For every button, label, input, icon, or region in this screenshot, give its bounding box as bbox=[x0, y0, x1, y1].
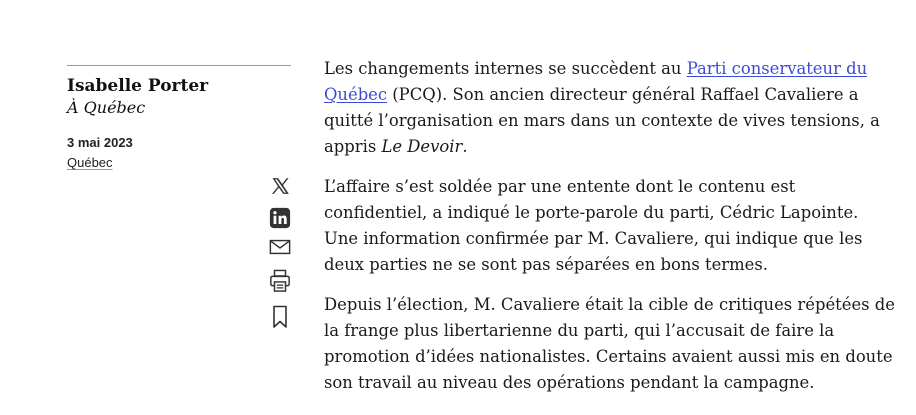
publication-date: 3 mai 2023 bbox=[67, 135, 133, 150]
linkedin-icon bbox=[269, 207, 291, 229]
print-button[interactable] bbox=[266, 269, 294, 293]
party-link[interactable]: Parti conservateur du Québec bbox=[324, 59, 868, 104]
source-name: Le Devoir bbox=[381, 137, 463, 156]
article-byline bbox=[67, 65, 291, 172]
section-link[interactable]: Québec bbox=[67, 155, 113, 170]
share-linkedin-button[interactable] bbox=[266, 207, 294, 231]
bookmark-button[interactable] bbox=[266, 305, 294, 329]
article-body bbox=[324, 56, 896, 410]
email-icon bbox=[269, 238, 291, 256]
share-email-button[interactable] bbox=[266, 238, 294, 262]
share-x-button[interactable] bbox=[266, 176, 294, 200]
author-location: À Québec bbox=[67, 98, 146, 117]
x-icon bbox=[270, 176, 290, 196]
print-icon bbox=[269, 269, 291, 293]
article-paragraph-3: Depuis l’élection, M. Cavaliere était la cible de critiques répétées de la frange plus libertarienne du parti, qui l’accusait de faire la promotion d’idées nationalistes. Certains avaient aussi mis en doute son travail au niveau des opérations pendant la campagne. bbox=[324, 295, 895, 392]
article-paragraph-1: Les changements internes se succèdent au Parti conservateur du Québec (PCQ). Son ancien directeur général Raffael Cavaliere a quitté l’organisation en mars dans un contexte de vives tensions, a appris Le Devoir. bbox=[324, 59, 880, 156]
share-toolbar bbox=[266, 176, 294, 336]
author-name[interactable]: Isabelle Porter bbox=[67, 76, 209, 96]
article-paragraph-2: L’affaire s’est soldée par une entente dont le contenu est confidentiel, a indiqué le porte-parole du parti, Cédric Lapointe. Une information confirmée par M. Cavaliere, qui indique que les deux parties ne se sont pas séparées en bons termes. bbox=[324, 177, 863, 274]
bookmark-icon bbox=[271, 305, 289, 329]
divider bbox=[67, 65, 291, 66]
